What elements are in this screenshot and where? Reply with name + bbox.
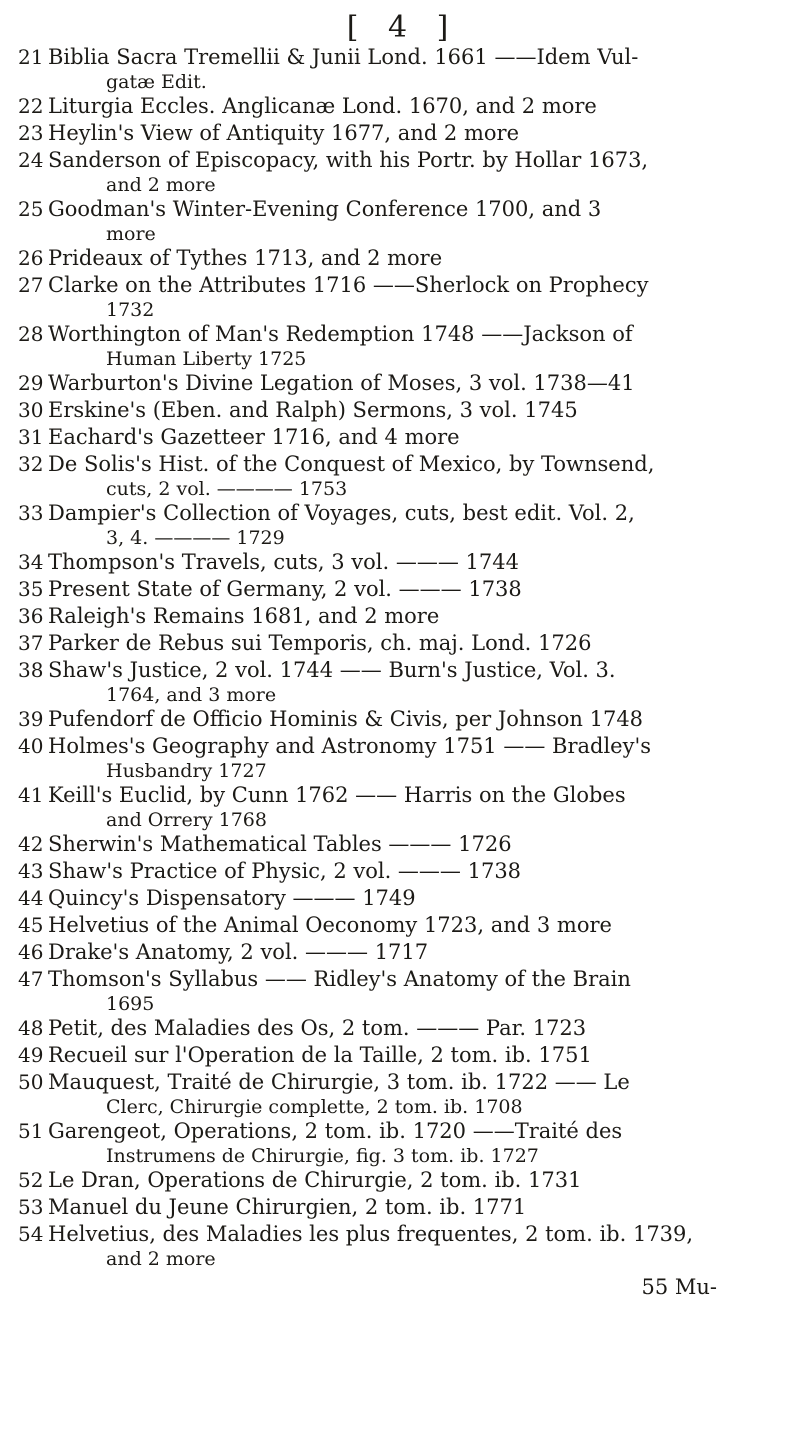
entry-number: 49 — [18, 1043, 44, 1067]
entry-number: 40 — [18, 734, 44, 758]
catalogue-entry — [18, 733, 787, 760]
catalogue-entry — [18, 1042, 787, 1069]
entry-text: Thomson's Syllabus —— Ridley's Anatomy of the Brain — [48, 967, 631, 991]
entry-continuation: 1695 — [106, 993, 155, 1015]
entry-text: Heylin's View of Antiquity 1677, and 2 more — [48, 121, 519, 145]
entry-number: 41 — [18, 783, 44, 807]
catalogue-entry — [18, 370, 787, 397]
entry-text: Recueil sur l'Operation de la Taille, 2 tom. ib. 1751 — [48, 1043, 592, 1067]
entry-number: 24 — [18, 148, 44, 172]
entry-number: 26 — [18, 246, 44, 270]
entry-number: 28 — [18, 322, 44, 346]
catalogue-entry — [18, 630, 787, 657]
catalogue-entry — [18, 831, 787, 858]
entry-number: 43 — [18, 859, 44, 883]
catalogue-entry — [18, 1015, 787, 1042]
entry-number: 47 — [18, 967, 44, 991]
catalogue-entry — [18, 885, 787, 912]
entry-continuation: and 2 more — [106, 1248, 216, 1270]
entry-number: 22 — [18, 94, 44, 118]
entry-number: 50 — [18, 1070, 44, 1094]
catalogue-entry — [18, 93, 787, 120]
entry-text: Worthington of Man's Redemption 1748 ——Jackson of — [48, 322, 633, 346]
entry-continuation: more — [106, 223, 156, 245]
entry-number: 37 — [18, 631, 44, 655]
catalogue-entry — [18, 858, 787, 885]
entry-number: 29 — [18, 371, 44, 395]
catalogue-entry — [18, 451, 787, 478]
catalogue-entry — [18, 939, 787, 966]
entry-number: 33 — [18, 501, 44, 525]
entry-number: 34 — [18, 550, 44, 574]
entry-text: Helvetius, des Maladies les plus frequentes, 2 tom. ib. 1739, — [48, 1222, 694, 1246]
catalogue-entry — [18, 272, 787, 299]
catalogue-entry — [18, 1167, 787, 1194]
entry-text: Holmes's Geography and Astronomy 1751 —— Bradley's — [48, 734, 652, 758]
entry-text: Thompson's Travels, cuts, 3 vol. ——— 1744 — [48, 550, 519, 574]
entry-number: 51 — [18, 1119, 44, 1143]
entry-text: Le Dran, Operations de Chirurgie, 2 tom. ib. 1731 — [48, 1168, 582, 1192]
entry-number: 48 — [18, 1016, 44, 1040]
catalogue-entry — [18, 424, 787, 451]
catalogue-entry — [18, 120, 787, 147]
catalogue-entry — [18, 1069, 787, 1096]
entry-text: Garengeot, Operations, 2 tom. ib. 1720 ——Traité des — [48, 1119, 623, 1143]
entry-number: 25 — [18, 197, 44, 221]
entry-number: 35 — [18, 577, 44, 601]
entry-text: Drake's Anatomy, 2 vol. ——— 1717 — [48, 940, 429, 964]
entry-continuation: and Orrery 1768 — [106, 809, 267, 831]
catalogue-entry — [18, 782, 787, 809]
entry-continuation: Clerc, Chirurgie complette, 2 tom. ib. 1708 — [106, 1096, 523, 1118]
catalogue-entry — [18, 706, 787, 733]
catalogue-entry — [18, 147, 787, 174]
entry-number: 21 — [18, 45, 44, 69]
entry-continuation: 1732 — [106, 299, 155, 321]
catalogue-entry — [18, 912, 787, 939]
entry-number: 27 — [18, 273, 44, 297]
entry-text: Helvetius of the Animal Oeconomy 1723, and 3 more — [48, 913, 612, 937]
entry-number: 31 — [18, 425, 44, 449]
entry-continuation: 1764, and 3 more — [106, 684, 277, 706]
entry-continuation: cuts, 2 vol. ———— 1753 — [106, 478, 348, 500]
catalogue-entries — [18, 44, 787, 1270]
entry-text: Shaw's Justice, 2 vol. 1744 —— Burn's Justice, Vol. 3. — [48, 658, 616, 682]
entry-text: Dampier's Collection of Voyages, cuts, best edit. Vol. 2, — [48, 501, 635, 525]
entry-number: 32 — [18, 452, 44, 476]
catalogue-entry — [18, 576, 787, 603]
page-number: [ 4 ] — [346, 10, 459, 45]
catalogue-entry — [18, 397, 787, 424]
catchword: 55 Mu- — [641, 1275, 717, 1299]
catalogue-entry — [18, 1118, 787, 1145]
catalogue-entry — [18, 500, 787, 527]
entry-continuation: 3, 4. ———— 1729 — [106, 527, 285, 549]
entry-number: 44 — [18, 886, 44, 910]
entry-text: Warburton's Divine Legation of Moses, 3 vol. 1738—41 — [48, 371, 635, 395]
entry-text: Petit, des Maladies des Os, 2 tom. ——— Par. 1723 — [48, 1016, 587, 1040]
entry-text: Sherwin's Mathematical Tables ——— 1726 — [48, 832, 512, 856]
entry-text: Liturgia Eccles. Anglicanæ Lond. 1670, and 2 more — [48, 94, 597, 118]
entry-text: Prideaux of Tythes 1713, and 2 more — [48, 246, 443, 270]
entry-number: 30 — [18, 398, 44, 422]
catalogue-entry — [18, 1194, 787, 1221]
entry-continuation: gatæ Edit. — [106, 71, 207, 93]
catalogue-entry — [18, 321, 787, 348]
entry-number: 45 — [18, 913, 44, 937]
catalogue-entry — [18, 549, 787, 576]
catalogue-entry — [18, 44, 787, 71]
entry-number: 36 — [18, 604, 44, 628]
entry-continuation: and 2 more — [106, 174, 216, 196]
catalogue-entry — [18, 966, 787, 993]
catalogue-entry — [18, 245, 787, 272]
catalogue-entry — [18, 603, 787, 630]
entry-text: Parker de Rebus sui Temporis, ch. maj. Lond. 1726 — [48, 631, 592, 655]
entry-number: 42 — [18, 832, 44, 856]
entry-number: 23 — [18, 121, 44, 145]
entry-text: Biblia Sacra Tremellii & Junii Lond. 1661 ——Idem Vul- — [48, 45, 639, 69]
entry-text: Erskine's (Eben. and Ralph) Sermons, 3 vol. 1745 — [48, 398, 578, 422]
entry-text: Manuel du Jeune Chirurgien, 2 tom. ib. 1771 — [48, 1195, 527, 1219]
entry-number: 39 — [18, 707, 44, 731]
entry-number: 54 — [18, 1222, 44, 1246]
entry-text: Mauquest, Traité de Chirurgie, 3 tom. ib. 1722 —— Le — [48, 1070, 630, 1094]
entry-continuation: Husbandry 1727 — [106, 760, 267, 782]
entry-text: Quincy's Dispensatory ——— 1749 — [48, 886, 416, 910]
entry-text: Keill's Euclid, by Cunn 1762 —— Harris on the Globes — [48, 783, 626, 807]
entry-number: 46 — [18, 940, 44, 964]
catalogue-entry — [18, 1221, 787, 1248]
entry-number: 52 — [18, 1168, 44, 1192]
entry-text: Goodman's Winter-Evening Conference 1700, and 3 — [48, 197, 602, 221]
entry-text: Shaw's Practice of Physic, 2 vol. ——— 1738 — [48, 859, 522, 883]
entry-text: Raleigh's Remains 1681, and 2 more — [48, 604, 440, 628]
entry-continuation: Instrumens de Chirurgie, fig. 3 tom. ib. 1727 — [106, 1145, 539, 1167]
entry-text: Pufendorf de Officio Hominis & Civis, per Johnson 1748 — [48, 707, 644, 731]
entry-text: De Solis's Hist. of the Conquest of Mexico, by Townsend, — [48, 452, 655, 476]
catalogue-entry — [18, 657, 787, 684]
entry-text: Sanderson of Episcopacy, with his Portr. by Hollar 1673, — [48, 148, 649, 172]
entry-number: 38 — [18, 658, 44, 682]
entry-text: Eachard's Gazetteer 1716, and 4 more — [48, 425, 460, 449]
entry-number: 53 — [18, 1195, 44, 1219]
entry-continuation: Human Liberty 1725 — [106, 348, 307, 370]
entry-text: Clarke on the Attributes 1716 ——Sherlock on Prophecy — [48, 273, 649, 297]
catalogue-entry — [18, 196, 787, 223]
entry-text: Present State of Germany, 2 vol. ——— 1738 — [48, 577, 522, 601]
